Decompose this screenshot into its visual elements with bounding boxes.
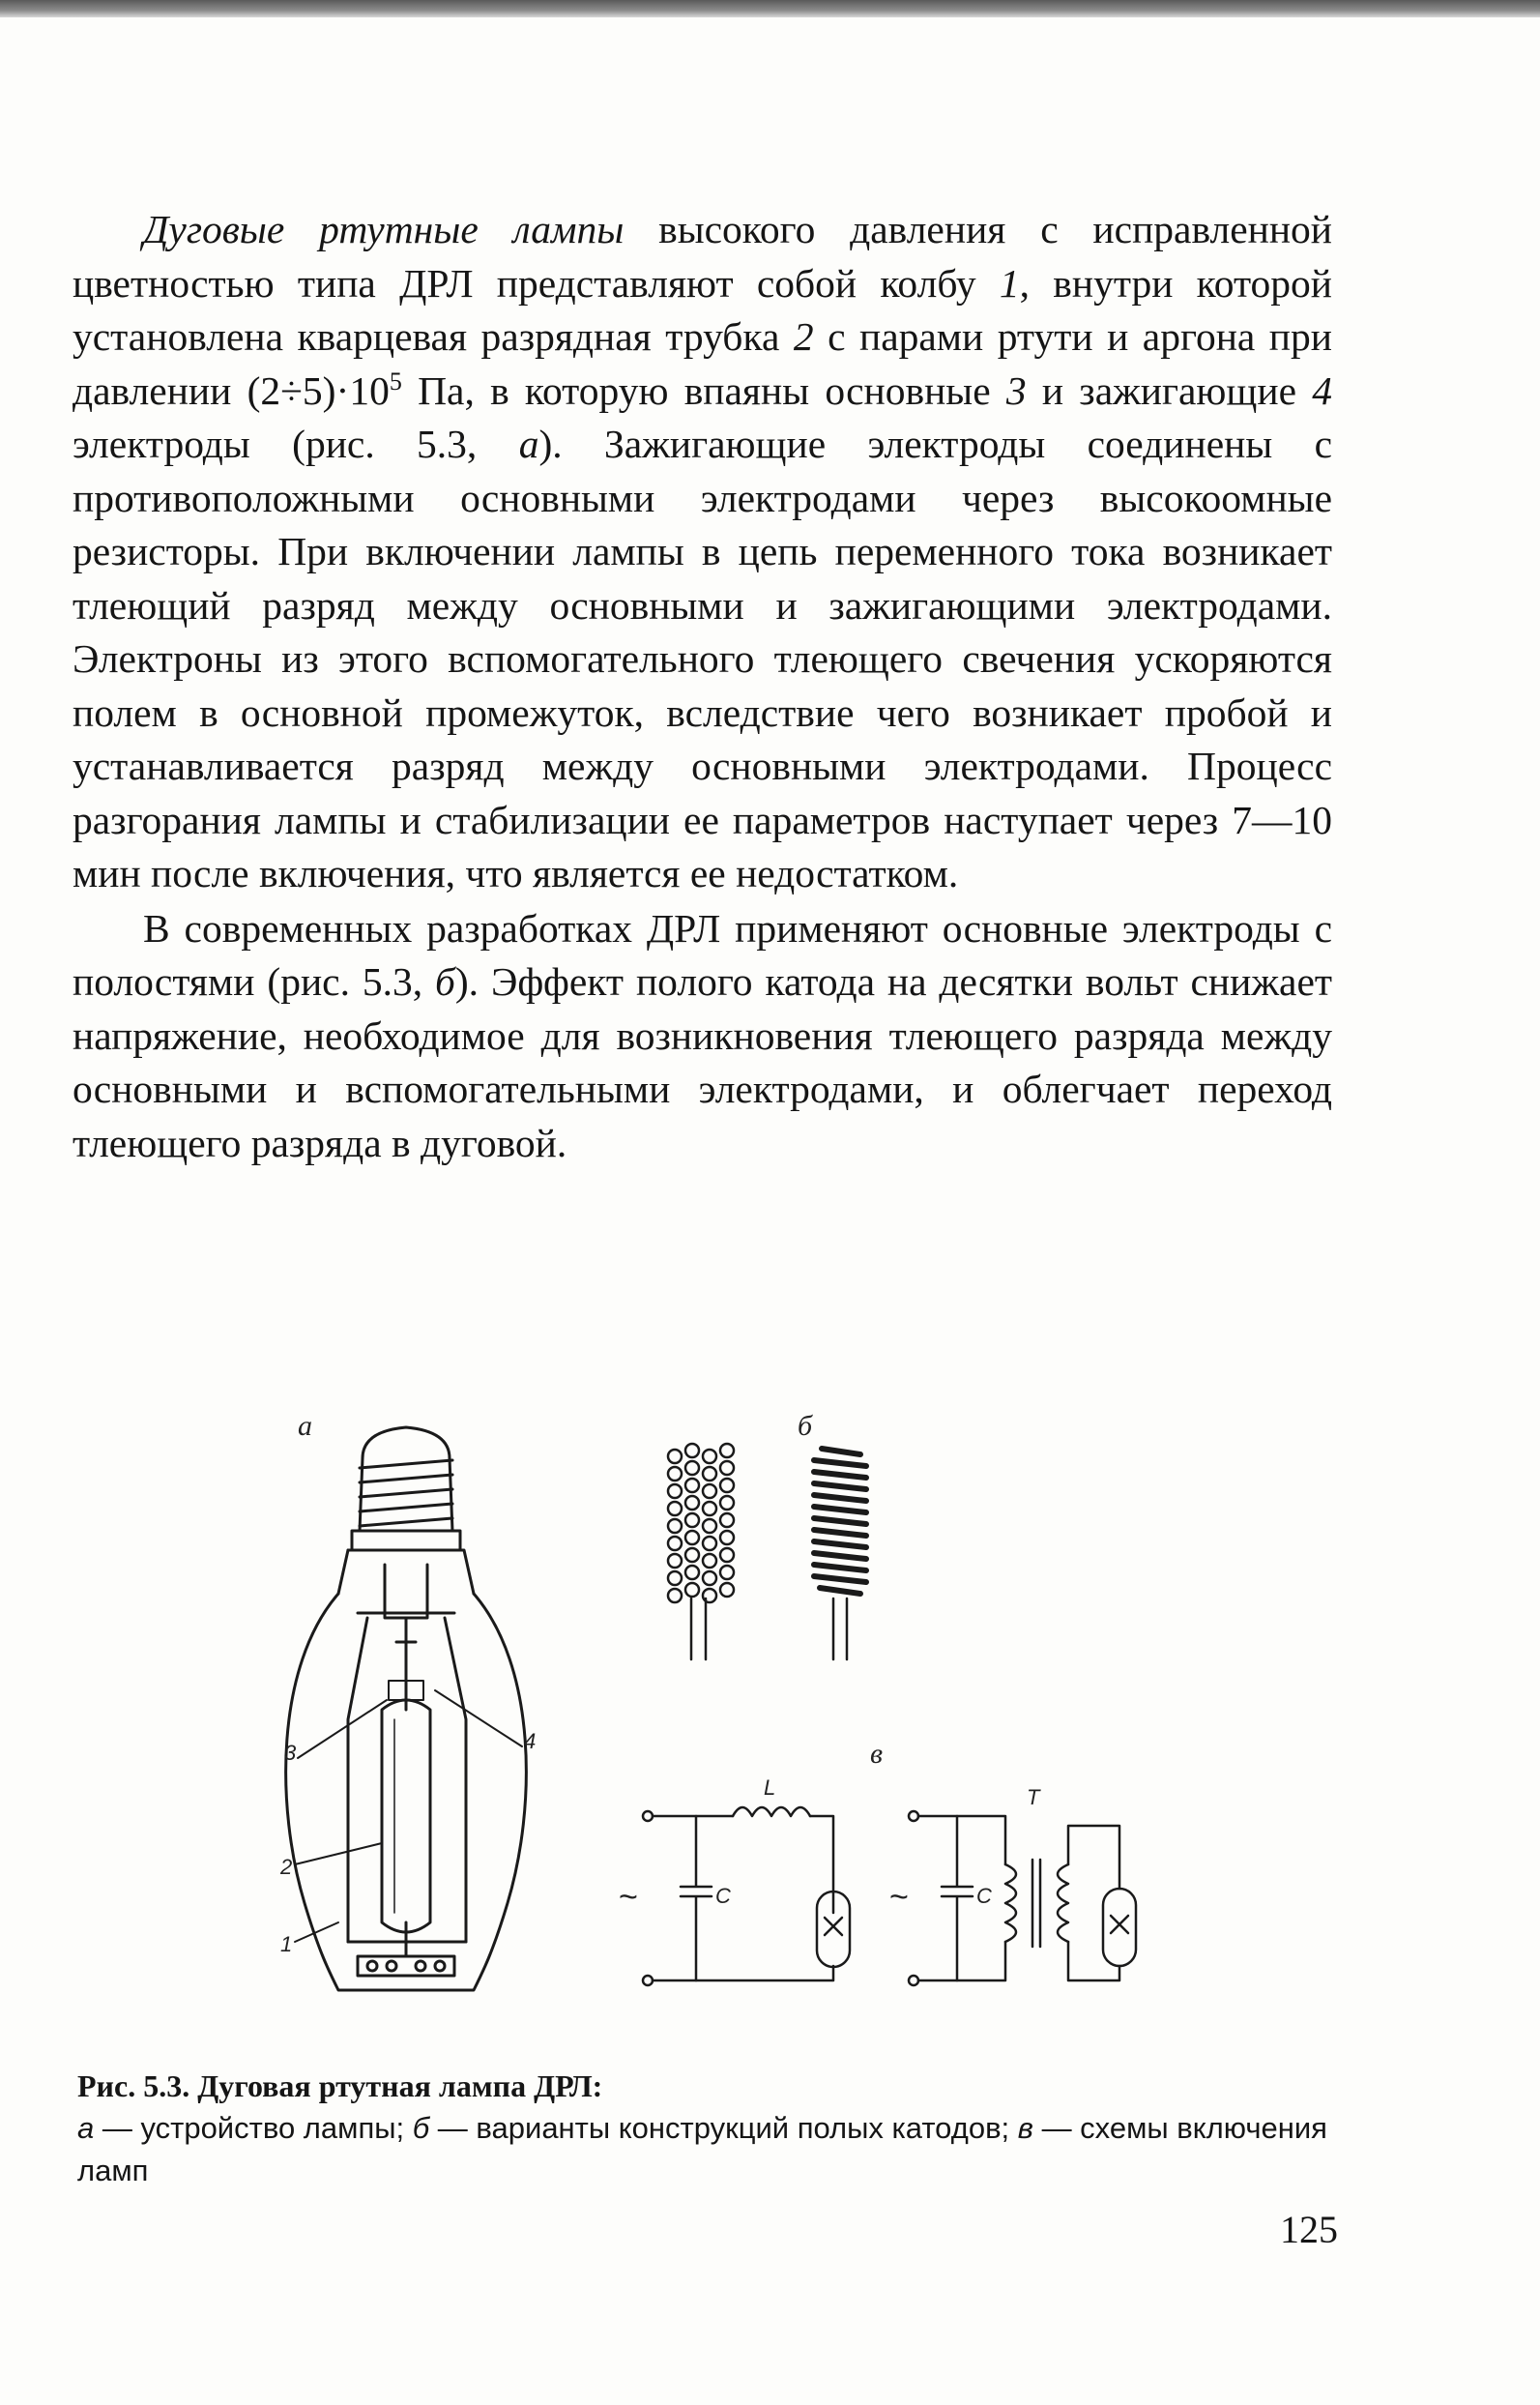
cathode-drawings [668,1444,866,1659]
lamp-label-3: 3 [284,1741,297,1765]
label-b: б [798,1410,813,1442]
text-span: , внутри которой установлена кварцевая разрядная трубка [73,260,1332,359]
caption-key-a: а [77,2111,95,2145]
ac-source-1: ~ [619,1879,638,1916]
page-number: 125 [1280,2208,1338,2251]
capacitor-label-1: C [715,1884,731,1908]
body-text [73,203,1332,1170]
text-span: В современных разработках ДРЛ применяют основные электроды с полостями (рис. 5.3, [73,905,1332,1004]
ref-1: 1 [999,260,1020,306]
ref-2: 2 [793,314,814,359]
term-italic: Дуговые ртутные лампы [143,207,625,251]
circuit-inductive [643,1807,850,1985]
text-span: и зажигающие [1026,367,1313,413]
circuit-transformer [909,1811,1136,1985]
lamp-label-4: 4 [524,1729,537,1753]
text-span: Па, в которую впаяны основные [401,367,1006,413]
ac-source-2: ~ [889,1879,909,1916]
ref-3: 3 [1005,367,1027,413]
paragraph-1 [73,203,1332,901]
text-span: с парами ртути и аргона при давлении (2÷5)·10 [73,314,1332,413]
exponent: 5 [389,367,402,396]
lamp-drawing [286,1427,527,1990]
text-span: ). Зажигающие электроды соединены с противоположными основными электродами через высокоомные резисторы. При включении лампы в цепь переменного тока возникает тлеющий разряд между основными и зажигающими электродами. Электроны из этого вспомогательного тлеющего свечения ускоряются полем в основной промежуток, вследствие чего возникает пробой и устанавливается разряд между основными электродами. Процесс разгорания лампы и стабилизации ее параметров наступает через 7—10 мин после включения, что является ее недостатком. [73,422,1332,895]
caption-desc-v: — схемы включения ламп [77,2111,1327,2187]
figure-caption [77,2065,1344,2192]
transformer-label: T [1027,1785,1040,1809]
label-a: а [298,1410,312,1442]
caption-desc-a: — устройство лампы; [94,2111,413,2145]
caption-key-v: в [1017,2111,1033,2145]
top-scan-border [0,0,1540,17]
text-span: высокого давления с исправленной цветностью типа ДРЛ представляют собой колбу [73,207,1332,306]
paragraph-2 [73,902,1332,1171]
lamp-label-2: 2 [280,1855,293,1879]
lamp-label-1: 1 [280,1932,293,1956]
text-span: электроды (рис. 5.3, [73,422,519,466]
capacitor-label-2: C [976,1884,992,1908]
caption-key-b: б [412,2111,430,2145]
label-v: в [870,1738,884,1770]
figure-5-3 [280,1400,1286,2029]
ref-4: 4 [1312,367,1333,413]
fig-ref-a: а [518,422,539,466]
caption-title: Рис. 5.3. Дуговая ртутная лампа ДРЛ: [77,2068,603,2103]
caption-desc-b: — варианты конструкций полых катодов; [429,2111,1018,2145]
fig-ref-b: б [434,959,455,1004]
caption-text [77,2107,1344,2192]
inductor-label: L [764,1775,776,1800]
text-span: ). Эффект полого катода на десятки вольт снижает напряжение, необходимое для возникновения тлеющего разряда между основными и вспомогательными электродами, и облегчает переход тлеющего разряда в дуговой. [73,959,1332,1165]
